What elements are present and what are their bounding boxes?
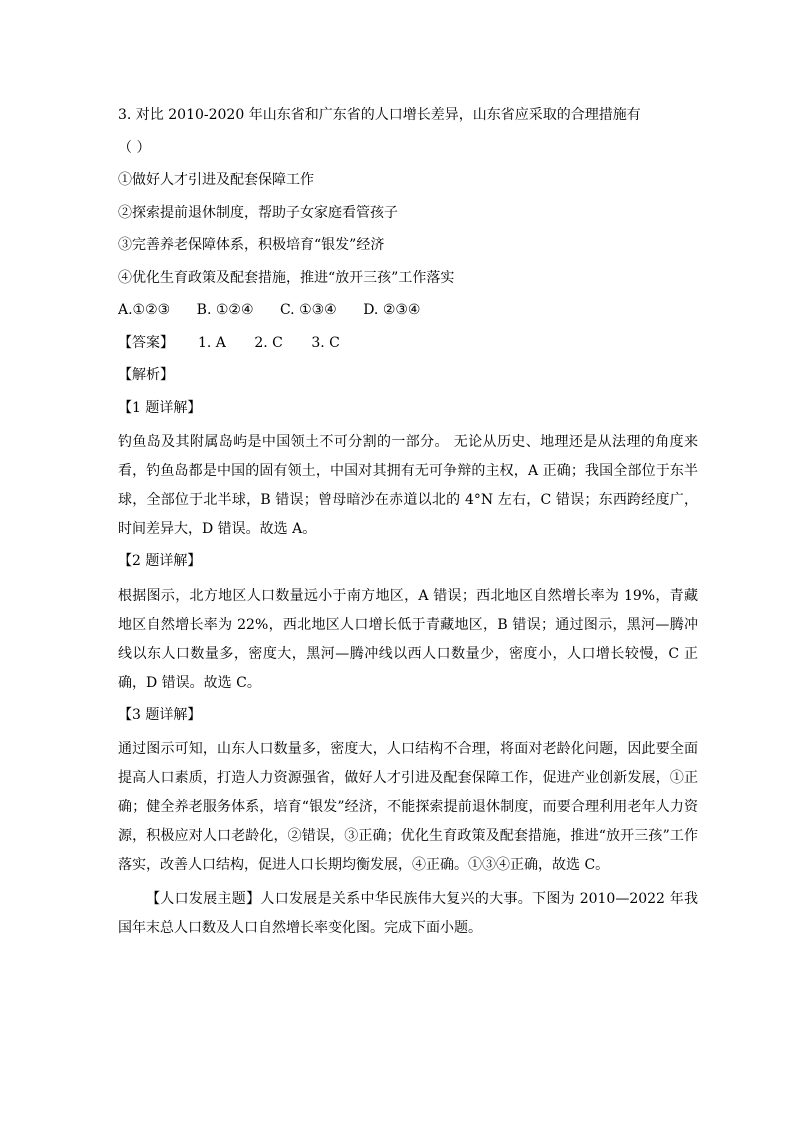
- option-a: A.①②③: [118, 302, 171, 318]
- detail-text-1: 钓鱼岛及其附属岛屿是中国领土不可分割的一部分。 无论从历史、地理还是从法理的角度来看，钓鱼岛都是中国的固有领土，中国对其拥有无可争辩的主权，A 正确；我国全部位于东半球，全部位于北半球，B 错误；曾母暗沙在赤道以北的 4°N 左右，C 错误；东西跨经度广，时间差异大，D 错误。故选 A。: [118, 434, 698, 537]
- detail-heading-3: 【3 题详解】: [118, 706, 202, 723]
- question-item: ①做好人才引进及配套保障工作: [118, 172, 314, 188]
- answer-value: 2. C: [254, 334, 283, 351]
- detail-text-3: 通过图示可知，山东人口数量多，密度大，人口结构不合理，将面对老龄化问题，因此要全面提高人口素质，打造人力资源强省，做好人才引进及配套保障工作，促进产业创新发展，①正确；健全养老服务体系，培育“银发”经济，不能探索提前退休制度，而要合理利用老年人力资源，积极应对人口老龄化，②错误，③正确；优化生育政策及配套措施，推进“放开三孩”工作落实，改善人口结构，促进人口长期均衡发展，④正确。①③④正确，故选 C。: [118, 741, 698, 873]
- question-options: [118, 298, 698, 322]
- question-item: ②探索提前退休制度，帮助子女家庭看管孩子: [118, 204, 398, 221]
- detail-heading-2: 【2 题详解】: [118, 553, 202, 569]
- question-item: ③完善养老保障体系，积极培育“银发”经济: [118, 237, 385, 253]
- question-item: ④优化生育政策及配套措施，推进“放开三孩”工作落实: [118, 269, 455, 286]
- intro-text: 人口发展是关系中华民族伟大复兴的大事。下图为 2010—2022 年我国年末总人口数及人口自然增长率变化图。完成下面小题。: [118, 891, 698, 936]
- answer-value: 1. A: [198, 334, 226, 351]
- detail-heading-1: 【1 题详解】: [118, 399, 202, 416]
- detail-text-2: 根据图示，北方地区人口数量远小于南方地区，A 错误；西北地区自然增长率为 19%，青藏地区自然增长率为 22%，西北地区人口增长低于青藏地区，B 错误；通过图示，黑河—腾冲线以东人口数量多，密度大，黑河—腾冲线以西人口数量少，密度小，人口增长较慢，C 正确，D 错误。故选 C。: [118, 587, 698, 691]
- analysis-label: 【解析】: [118, 367, 174, 383]
- intro-paragraph: [118, 885, 698, 943]
- answer-label: 【答案】: [118, 334, 174, 351]
- question-stem: 3. 对比 2010-2020 年山东省和广东省的人口增长差异，山东省应采取的合理措施有: [118, 107, 641, 123]
- answer-value: 3. C: [311, 334, 340, 351]
- option-c: C. ①③④: [279, 302, 337, 318]
- answer-line: [118, 331, 698, 355]
- option-d: D. ②③④: [363, 302, 421, 318]
- option-b: B. ①②④: [196, 302, 254, 318]
- intro-label: 【人口发展主题】: [146, 891, 261, 907]
- question-paren: （ ）: [118, 139, 151, 156]
